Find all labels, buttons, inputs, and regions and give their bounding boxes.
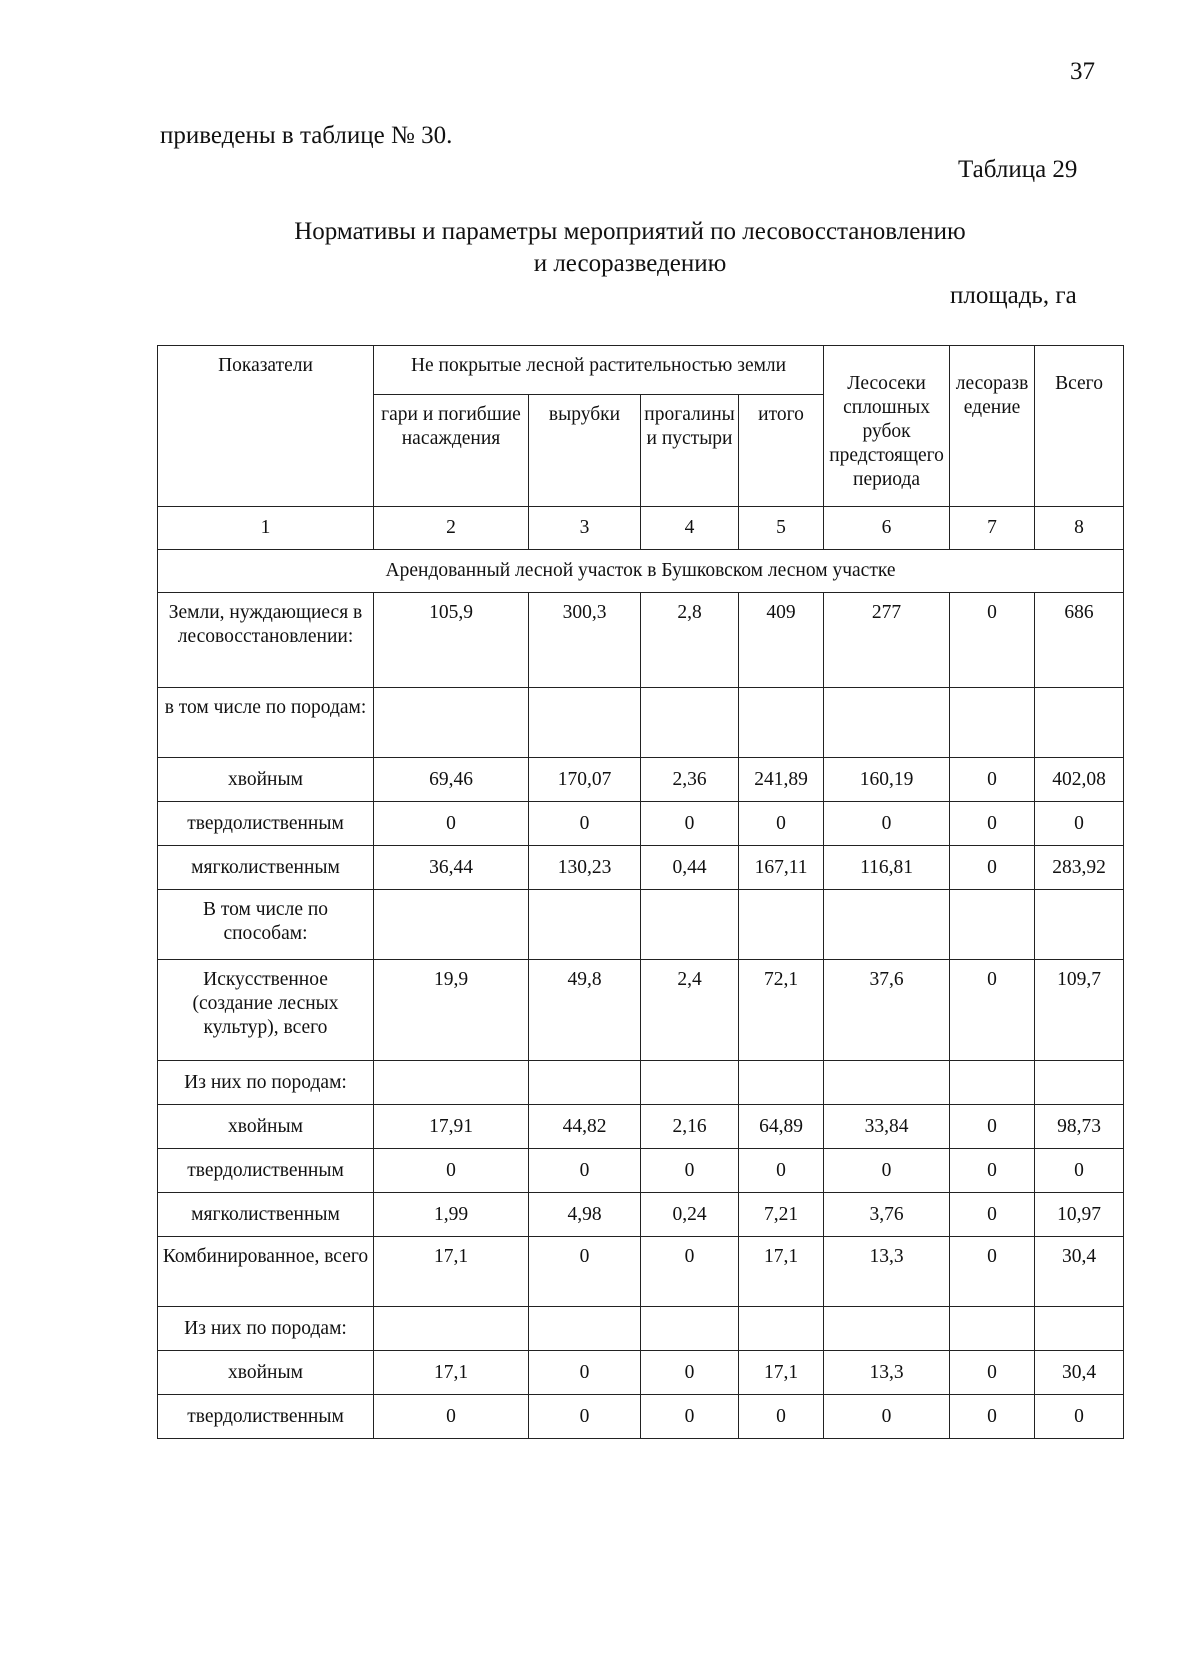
- table-cell: [824, 1061, 950, 1105]
- table-cell: [1035, 688, 1124, 758]
- table-cell: 0: [824, 1149, 950, 1193]
- table-cell: 0: [824, 802, 950, 846]
- table-cell: 17,1: [739, 1237, 824, 1307]
- row-label: мягколиственным: [158, 846, 374, 890]
- table-cell: 2,8: [641, 593, 739, 688]
- table-row: [158, 1061, 1124, 1105]
- table-cell: 402,08: [1035, 758, 1124, 802]
- table-body: [158, 593, 1124, 1439]
- header-indicators: Показатели: [158, 346, 374, 507]
- table-cell: [529, 1061, 641, 1105]
- table-cell: 2,36: [641, 758, 739, 802]
- row-label: твердолиственным: [158, 1149, 374, 1193]
- table-cell: 0: [529, 802, 641, 846]
- table-cell: [739, 890, 824, 960]
- table-cell: 0: [950, 1193, 1035, 1237]
- table-cell: 44,82: [529, 1105, 641, 1149]
- table-cell: 686: [1035, 593, 1124, 688]
- table-cell: 241,89: [739, 758, 824, 802]
- table-cell: 0: [950, 1237, 1035, 1307]
- row-label: хвойным: [158, 1351, 374, 1395]
- table-cell: 17,91: [374, 1105, 529, 1149]
- table-cell: 0: [950, 960, 1035, 1061]
- table-cell: 37,6: [824, 960, 950, 1061]
- reforestation-table: [157, 345, 1124, 1439]
- table-cell: 0: [950, 802, 1035, 846]
- table-cell: 0: [950, 758, 1035, 802]
- table-label: Таблица 29: [958, 156, 1078, 183]
- table-cell: 170,07: [529, 758, 641, 802]
- table-cell: [529, 688, 641, 758]
- table-cell: 0: [641, 802, 739, 846]
- table-cell: 0: [641, 1351, 739, 1395]
- row-label: мягколиственным: [158, 1193, 374, 1237]
- title-line-2: и лесоразведению: [533, 250, 727, 277]
- column-number-cell: 5: [739, 507, 824, 550]
- page-number: 37: [1070, 58, 1095, 85]
- table-cell: 13,3: [824, 1237, 950, 1307]
- intro-text: приведены в таблице № 30.: [160, 122, 453, 149]
- table-cell: [824, 890, 950, 960]
- table-row: [158, 688, 1124, 758]
- column-number-cell: 1: [158, 507, 374, 550]
- table-cell: [641, 1061, 739, 1105]
- table-cell: 2,4: [641, 960, 739, 1061]
- table-cell: 0,44: [641, 846, 739, 890]
- table-title: [150, 216, 1110, 280]
- table-cell: [950, 1307, 1035, 1351]
- table-cell: 0: [529, 1237, 641, 1307]
- row-label: Земли, нуждающиеся в лесовосстановлении:: [158, 593, 374, 688]
- table-cell: [374, 1061, 529, 1105]
- table-cell: [641, 890, 739, 960]
- header-afforestation: лесоразведение: [950, 346, 1035, 507]
- table-cell: 0: [739, 1395, 824, 1439]
- table-cell: 0,24: [641, 1193, 739, 1237]
- column-number-cell: 4: [641, 507, 739, 550]
- table-cell: 105,9: [374, 593, 529, 688]
- table-cell: 69,46: [374, 758, 529, 802]
- table-cell: 160,19: [824, 758, 950, 802]
- column-number-cell: 2: [374, 507, 529, 550]
- table-cell: 409: [739, 593, 824, 688]
- table-cell: [1035, 1061, 1124, 1105]
- table-cell: [1035, 1307, 1124, 1351]
- table-row: [158, 758, 1124, 802]
- table-cell: 10,97: [1035, 1193, 1124, 1237]
- column-numbers-row: [158, 507, 1124, 550]
- table-cell: [739, 688, 824, 758]
- table-cell: 0: [641, 1237, 739, 1307]
- table-cell: 3,76: [824, 1193, 950, 1237]
- header-glades: прогалины и пустыри: [641, 395, 739, 507]
- row-label: хвойным: [158, 1105, 374, 1149]
- row-label: твердолиственным: [158, 802, 374, 846]
- table-cell: 277: [824, 593, 950, 688]
- table-cell: [529, 890, 641, 960]
- table-cell: 98,73: [1035, 1105, 1124, 1149]
- table-cell: [641, 1307, 739, 1351]
- title-line-1: Нормативы и параметры мероприятий по лесовосстановлению: [294, 218, 966, 245]
- table-row: [158, 593, 1124, 688]
- table-cell: 130,23: [529, 846, 641, 890]
- table-cell: 300,3: [529, 593, 641, 688]
- column-number-cell: 8: [1035, 507, 1124, 550]
- table-cell: 0: [529, 1351, 641, 1395]
- row-label: в том числе по породам:: [158, 688, 374, 758]
- table-cell: 109,7: [1035, 960, 1124, 1061]
- table-cell: 19,9: [374, 960, 529, 1061]
- table-cell: [374, 890, 529, 960]
- table-row: [158, 846, 1124, 890]
- row-label: Искусственное (создание лесных культур), всего: [158, 960, 374, 1061]
- row-label: Комбинированное, всего: [158, 1237, 374, 1307]
- table-cell: 33,84: [824, 1105, 950, 1149]
- row-label: Из них по породам:: [158, 1307, 374, 1351]
- table-cell: 0: [1035, 1395, 1124, 1439]
- table-cell: 0: [641, 1395, 739, 1439]
- header-not-covered-lands: Не покрытые лесной растительностью земли: [374, 346, 824, 395]
- row-label: твердолиственным: [158, 1395, 374, 1439]
- table-cell: 116,81: [824, 846, 950, 890]
- header-row-1: [158, 346, 1124, 395]
- table-cell: 0: [1035, 1149, 1124, 1193]
- column-number-cell: 7: [950, 507, 1035, 550]
- table-cell: 13,3: [824, 1351, 950, 1395]
- table-cell: 0: [374, 1395, 529, 1439]
- table-row: [158, 1149, 1124, 1193]
- table-cell: 0: [950, 1395, 1035, 1439]
- table-cell: [950, 1061, 1035, 1105]
- table-row: [158, 802, 1124, 846]
- table-cell: 2,16: [641, 1105, 739, 1149]
- table-cell: 64,89: [739, 1105, 824, 1149]
- row-label: Из них по породам:: [158, 1061, 374, 1105]
- table-cell: 4,98: [529, 1193, 641, 1237]
- table-row: [158, 1237, 1124, 1307]
- table-cell: 0: [950, 593, 1035, 688]
- table-cell: 30,4: [1035, 1351, 1124, 1395]
- table-cell: 0: [950, 846, 1035, 890]
- table-cell: 49,8: [529, 960, 641, 1061]
- table-cell: 17,1: [374, 1351, 529, 1395]
- table-cell: [950, 688, 1035, 758]
- table-cell: 72,1: [739, 960, 824, 1061]
- units-label: площадь, га: [950, 282, 1077, 309]
- table-cell: 0: [529, 1395, 641, 1439]
- table-cell: 0: [824, 1395, 950, 1439]
- table-cell: 0: [374, 1149, 529, 1193]
- table-cell: 0: [529, 1149, 641, 1193]
- table-cell: [374, 688, 529, 758]
- table-cell: [1035, 890, 1124, 960]
- table-cell: 0: [950, 1105, 1035, 1149]
- table-cell: 0: [950, 1149, 1035, 1193]
- table-row: [158, 1307, 1124, 1351]
- table-cell: 7,21: [739, 1193, 824, 1237]
- column-number-cell: 6: [824, 507, 950, 550]
- table-row: [158, 1193, 1124, 1237]
- table-cell: 167,11: [739, 846, 824, 890]
- row-label: В том числе по способам:: [158, 890, 374, 960]
- header-cutting-areas: Лесосеки сплошных рубок предстоящего периода: [824, 346, 950, 507]
- table-cell: [641, 688, 739, 758]
- table-cell: 36,44: [374, 846, 529, 890]
- header-subtotal: итого: [739, 395, 824, 507]
- section-row: [158, 550, 1124, 593]
- header-clearings: вырубки: [529, 395, 641, 507]
- table-cell: [374, 1307, 529, 1351]
- table-cell: [739, 1061, 824, 1105]
- table-cell: 0: [739, 802, 824, 846]
- header-total: Всего: [1035, 346, 1124, 507]
- header-burns: гари и погибшие насаждения: [374, 395, 529, 507]
- table-row: [158, 1351, 1124, 1395]
- table-cell: 0: [950, 1351, 1035, 1395]
- table-cell: 1,99: [374, 1193, 529, 1237]
- table-cell: [529, 1307, 641, 1351]
- table-cell: 0: [1035, 802, 1124, 846]
- column-number-cell: 3: [529, 507, 641, 550]
- table-cell: [739, 1307, 824, 1351]
- row-label: хвойным: [158, 758, 374, 802]
- table-cell: 17,1: [739, 1351, 824, 1395]
- table-cell: 0: [641, 1149, 739, 1193]
- table-cell: 17,1: [374, 1237, 529, 1307]
- table-cell: 30,4: [1035, 1237, 1124, 1307]
- table-row: [158, 960, 1124, 1061]
- section-title: Арендованный лесной участок в Бушковском лесном участке: [158, 550, 1124, 593]
- table-row: [158, 1395, 1124, 1439]
- table-row: [158, 890, 1124, 960]
- table-cell: 0: [739, 1149, 824, 1193]
- table-cell: 283,92: [1035, 846, 1124, 890]
- table-cell: [824, 688, 950, 758]
- table-row: [158, 1105, 1124, 1149]
- table-cell: [824, 1307, 950, 1351]
- table-cell: [950, 890, 1035, 960]
- table-cell: 0: [374, 802, 529, 846]
